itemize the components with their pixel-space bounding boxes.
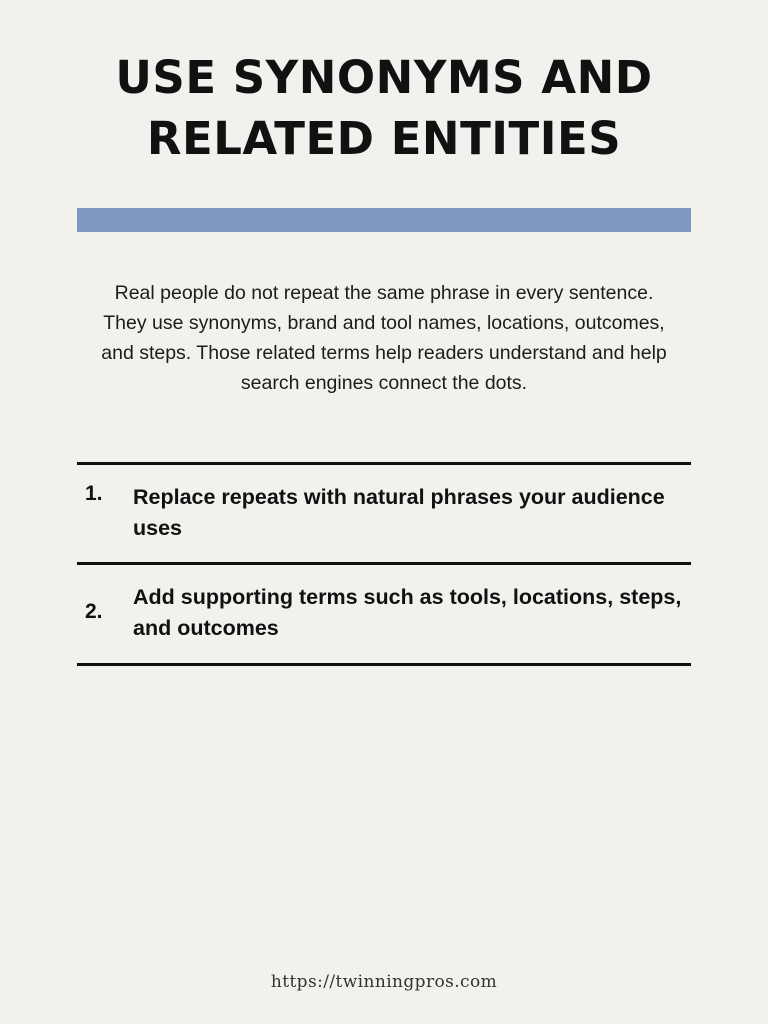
- footer-url[interactable]: https://twinningpros.com: [270, 972, 498, 992]
- accent-bar: [77, 208, 691, 232]
- list-item-number: 1.: [85, 481, 103, 505]
- divider-bottom: [77, 663, 691, 666]
- numbered-list: [77, 462, 691, 666]
- intro-paragraph: Real people do not repeat the same phrase in every sentence. They use synonyms, brand and tool names, locations, outcomes, and steps. Those related terms help readers understand and help search engines connect the dots.: [101, 281, 667, 395]
- list-item-number: 2.: [85, 600, 103, 624]
- page-title: USE SYNONYMS AND RELATED ENTITIES: [115, 51, 653, 165]
- list-item: [77, 465, 691, 562]
- list-item: [77, 565, 691, 662]
- list-item-label: Replace repeats with natural phrases your audience uses: [133, 484, 665, 541]
- list-item-label: Add supporting terms such as tools, locations, steps, and outcomes: [133, 585, 682, 641]
